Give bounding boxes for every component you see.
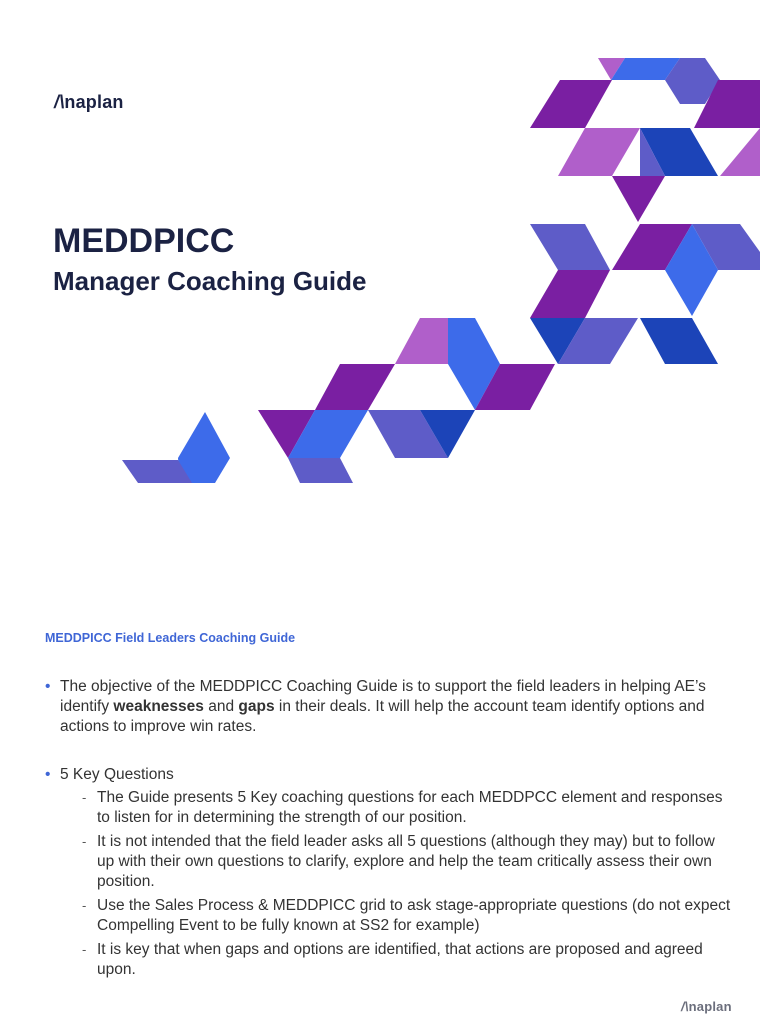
bullet-marker: • [45,678,51,695]
page-subtitle: Manager Coaching Guide [53,266,367,296]
geo-shape [530,270,610,318]
page-title: MEDDPICC [53,222,235,260]
geo-shape [612,176,665,222]
key-questions-list [82,788,732,984]
objective-text-part: and [203,698,239,715]
dash-marker: - [82,834,87,849]
geo-shape [640,318,718,364]
geo-shape [288,458,353,483]
geo-shape [530,80,612,128]
list-item-text: It is key that when gaps and options are identified, that actions are proposed and agreed upon. [97,941,703,978]
anaplan-logo-text: naplan [688,999,732,1014]
geo-shape [720,128,760,176]
dash-marker: - [82,898,87,913]
anaplan-logo-text: naplan [64,92,124,112]
anaplan-logo-mark: /\ [681,999,689,1014]
geo-shape [558,128,640,176]
geo-shape [315,364,395,410]
dash-marker: - [82,942,87,957]
section-heading: MEDDPICC Field Leaders Coaching Guide [45,631,296,645]
key-questions-bullet [45,765,725,785]
list-item [82,896,732,936]
list-item-text: It is not intended that the field leader asks all 5 questions (although they may) but to follow up with their own questions to clarify, explore and help the team critically assess their own position. [97,833,715,890]
key-questions-label: 5 Key Questions [60,766,174,783]
list-item [82,940,732,980]
objective-text [45,677,725,737]
weaknesses-emphasis: weaknesses [113,698,204,715]
geo-shape [530,224,610,270]
objective-bullet [45,677,725,737]
anaplan-logo-mark: /\ [54,92,65,112]
objective-text-part: in their deals. It will help the account team identify options and actions to improve win rates. [60,698,705,735]
list-item-text: The Guide presents 5 Key coaching questions for each MEDDPCC element and responses to listen for in determining the strength of our position. [97,789,723,826]
list-item [82,832,732,892]
list-item-text: Use the Sales Process & MEDDPICC grid to ask stage-appropriate questions (do not expect Compelling Event to be fully known at SS2 for example) [97,897,731,934]
decorative-geometric-pattern [0,50,768,490]
bullet-marker: • [45,766,51,783]
objective-text-part: The objective of the MEDDPICC Coaching Guide is to support the field leaders in helping AE’s identify [60,678,706,715]
dash-marker: - [82,790,87,805]
gaps-emphasis: gaps [238,698,275,715]
list-item [82,788,732,828]
geo-shape [178,412,230,483]
footer-anaplan-logo [681,999,732,1014]
